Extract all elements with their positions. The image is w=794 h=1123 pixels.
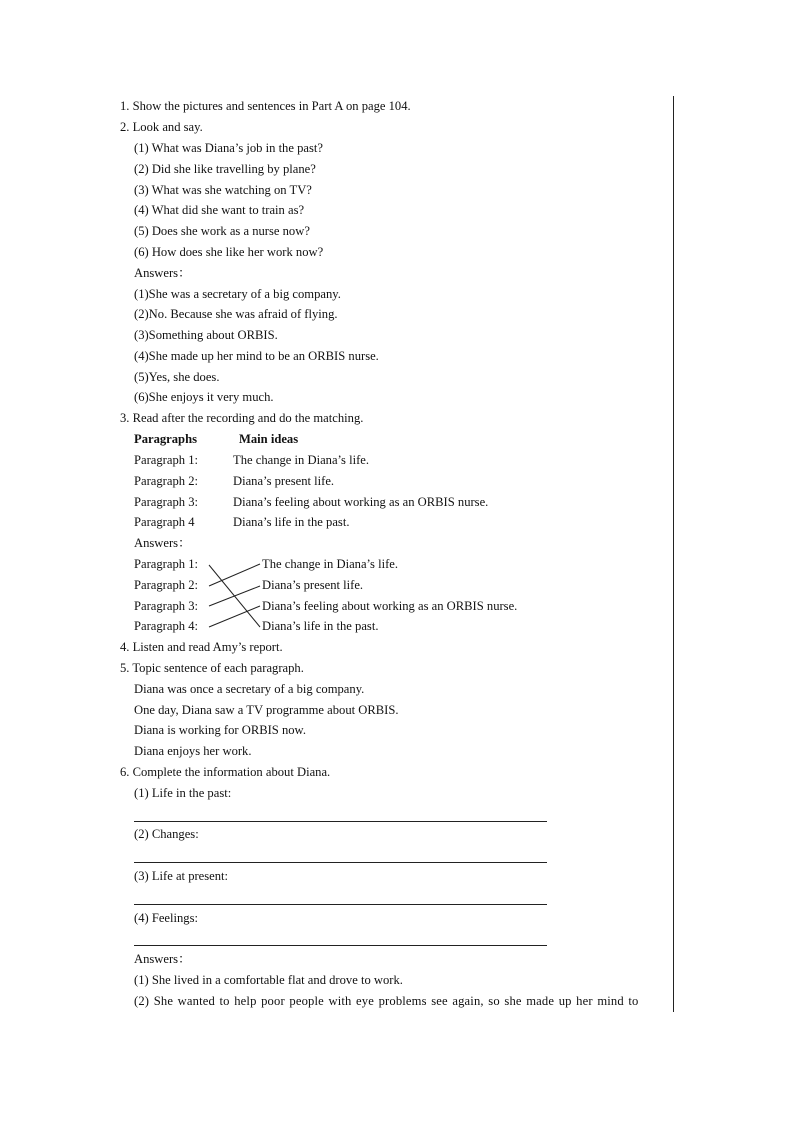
main-idea: The change in Diana’s life. bbox=[233, 453, 370, 467]
prompt-feelings: (4) Feelings: bbox=[134, 911, 199, 925]
answer-main-idea: The change in Diana’s life. bbox=[262, 557, 399, 571]
answer-blank-2[interactable] bbox=[134, 862, 547, 863]
answer-blank-3[interactable] bbox=[134, 904, 547, 905]
topic-sentence: Diana was once a secretary of a big company. bbox=[134, 682, 365, 696]
item-3: 3. Read after the recording and do the matching. bbox=[120, 411, 364, 425]
question: (3) What was she watching on TV? bbox=[134, 183, 312, 197]
prompt-changes: (2) Changes: bbox=[134, 827, 199, 841]
answer-blank-1[interactable] bbox=[134, 821, 547, 822]
answer: (2)No. Because she was afraid of flying. bbox=[134, 307, 338, 321]
answers-label: Answers： bbox=[134, 952, 191, 966]
item-5: 5. Topic sentence of each paragraph. bbox=[120, 661, 304, 675]
main-idea: Diana’s life in the past. bbox=[233, 515, 350, 529]
answers-label: Answers： bbox=[134, 266, 191, 280]
item-6: 6. Complete the information about Diana. bbox=[120, 765, 331, 779]
answer: (2) She wanted to help poor people with eye problems see again, so she made up her mind to bbox=[134, 994, 639, 1008]
item-1: 1. Show the pictures and sentences in Part A on page 104. bbox=[120, 99, 411, 113]
answer: (5)Yes, she does. bbox=[134, 370, 220, 384]
question: (4) What did she want to train as? bbox=[134, 203, 305, 217]
match-line-4-3 bbox=[209, 606, 260, 627]
prompt-life-in-past: (1) Life in the past: bbox=[134, 786, 232, 800]
answer-blank-4[interactable] bbox=[134, 945, 547, 946]
paragraph-label: Paragraph 1: bbox=[134, 453, 198, 467]
answer-main-idea: Diana’s present life. bbox=[262, 578, 364, 592]
question: (2) Did she like travelling by plane? bbox=[134, 162, 316, 176]
topic-sentence: Diana enjoys her work. bbox=[134, 744, 252, 758]
item-4: 4. Listen and read Amy’s report. bbox=[120, 640, 283, 654]
answers-label: Answers： bbox=[134, 536, 191, 550]
topic-sentence: Diana is working for ORBIS now. bbox=[134, 723, 306, 737]
question: (5) Does she work as a nurse now? bbox=[134, 224, 310, 238]
prompt-life-at-present: (3) Life at present: bbox=[134, 869, 229, 883]
answer: (6)She enjoys it very much. bbox=[134, 390, 274, 404]
answer-main-idea: Diana’s life in the past. bbox=[262, 619, 379, 633]
answer: (1)She was a secretary of a big company. bbox=[134, 287, 341, 301]
question: (1) What was Diana’s job in the past? bbox=[134, 141, 323, 155]
paragraphs-header: Paragraphs bbox=[134, 432, 197, 446]
answer-paragraph-label: Paragraph 2: bbox=[134, 578, 198, 592]
topic-sentence: One day, Diana saw a TV programme about ORBIS. bbox=[134, 703, 399, 717]
main-ideas-header: Main ideas bbox=[239, 432, 299, 446]
paragraph-label: Paragraph 4 bbox=[134, 515, 195, 529]
answer: (3)Something about ORBIS. bbox=[134, 328, 278, 342]
question: (6) How does she like her work now? bbox=[134, 245, 324, 259]
paragraph-label: Paragraph 2: bbox=[134, 474, 198, 488]
answer-main-idea: Diana’s feeling about working as an ORBIS nurse. bbox=[262, 599, 518, 613]
answer: (1) She lived in a comfortable flat and drove to work. bbox=[134, 973, 403, 987]
answer-paragraph-label: Paragraph 3: bbox=[134, 599, 198, 613]
answer-paragraph-label: Paragraph 1: bbox=[134, 557, 198, 571]
answer: (4)She made up her mind to be an ORBIS nurse. bbox=[134, 349, 379, 363]
main-idea: Diana’s feeling about working as an ORBIS nurse. bbox=[233, 495, 489, 509]
main-idea: Diana’s present life. bbox=[233, 474, 335, 488]
answer-paragraph-label: Paragraph 4: bbox=[134, 619, 198, 633]
paragraph-label: Paragraph 3: bbox=[134, 495, 198, 509]
item-2: 2. Look and say. bbox=[120, 120, 203, 134]
match-line-3-2 bbox=[209, 586, 260, 606]
